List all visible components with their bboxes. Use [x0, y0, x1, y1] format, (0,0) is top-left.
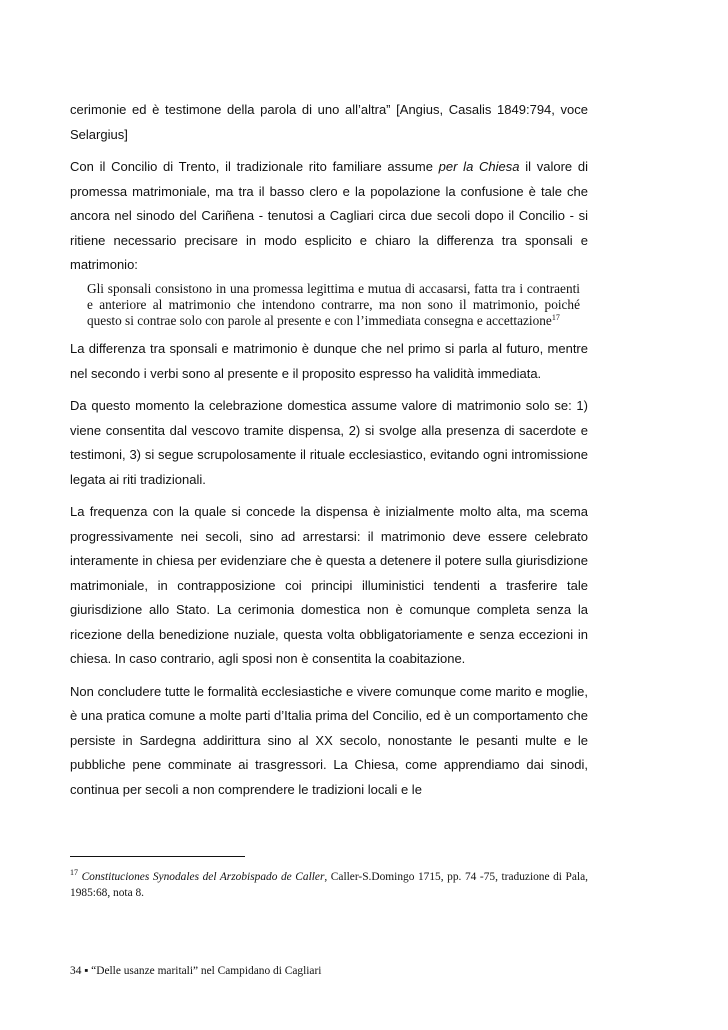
block-quote [87, 281, 580, 330]
paragraph-4-text: La frequenza con la quale si concede la dispensa è inizialmente molto alta, ma scema progressivamente nei secoli, sino ad arrestarsi: il matrimonio deve essere celebrato interamente in chiesa per evidenziare che è questa a detenere il potere sulla giurisdizione matrimoniale, in contrapposizione coi principi illuministici tendenti a trasferire tale giurisdizione allo Stato. La cerimonia domestica non è comunque completa senza la ricezione della benedizione nuziale, questa volta obbligatoriamente e senza eccezioni in chiesa. In caso contrario, agli sposi non è consentita la coabitazione. [70, 504, 588, 667]
page-number: 34 [70, 965, 82, 977]
paragraph-1-text-a: Con il Concilio di Trento, il tradizionale rito familiare assume [70, 159, 439, 174]
paragraph-1-emphasis: per la Chiesa [438, 159, 520, 174]
paragraph-4 [70, 500, 588, 672]
paragraph-2 [70, 337, 588, 386]
footnote-number: 17 [70, 868, 78, 877]
paragraph-1 [70, 155, 588, 278]
footnote [70, 869, 588, 901]
paragraph-0 [70, 98, 588, 147]
footnote-text: , Caller-S.Domingo 1715, pp. 74 -75, traduzione di Pala, 1985:68, nota 8. [70, 871, 588, 899]
paragraph-3 [70, 394, 588, 492]
running-title: “Delle usanze maritali” nel Campidano di Cagliari [91, 965, 322, 977]
page-body [70, 98, 588, 810]
footnote-title: Constituciones Synodales del Arzobispado de Caller [81, 871, 325, 883]
paragraph-5-text: Non concludere tutte le formalità ecclesiastiche e vivere comunque come marito e moglie, è una pratica comune a molte parti d’Italia prima del Concilio, ed è un comportamento che persiste in Sardegna addirittura sino al XX secolo, nonostante le pesanti multe e le pubbliche pene comminate ai trasgressori. La Chiesa, come apprendiamo dai sinodi, continua per secoli a non comprendere le tradizioni locali e le [70, 683, 588, 797]
paragraph-5 [70, 680, 588, 803]
paragraph-3-text: Da questo momento la celebrazione domestica assume valore di matrimonio solo se: 1) viene consentita dal vescovo tramite dispensa, 2) si svolge alla presenza di sacerdote e testimoni, 3) si segue scrupolosamente il rituale ecclesiastico, evitando ogni intromissione legata ai riti tradizionali. [70, 398, 588, 487]
footnote-reference: 17 [551, 312, 560, 322]
page-footer [70, 964, 321, 978]
footer-separator: ▪ [84, 965, 89, 977]
paragraph-1-text-b: il valore di promessa matrimoniale, ma tra il basso clero e la popolazione la confusione è tale che ancora nel sinodo del Cariñena - tenutosi a Cagliari circa due secoli dopo il Concilio - si ritiene necessario precisare in modo esplicito e chiaro la differenza tra sponsali e matrimonio: [70, 159, 588, 272]
paragraph-2-text: La differenza tra sponsali e matrimonio è dunque che nel primo si parla al futuro, mentre nel secondo i verbi sono al presente e il proposito espresso ha validità immediata. [70, 341, 588, 381]
paragraph-0-text: cerimonie ed è testimone della parola di uno all’altra” [Angius, Casalis 1849:794, voce Selargius] [70, 102, 588, 142]
block-quote-text: Gli sponsali consistono in una promessa legittima e mutua di accasarsi, fatta tra i contraenti e anteriore al matrimonio che intendono contrarre, ma non sono il matrimonio, poiché questo si contrae solo con parole al presente e con l’immediata consegna e accettazione [87, 280, 580, 328]
footnote-divider [70, 856, 245, 857]
